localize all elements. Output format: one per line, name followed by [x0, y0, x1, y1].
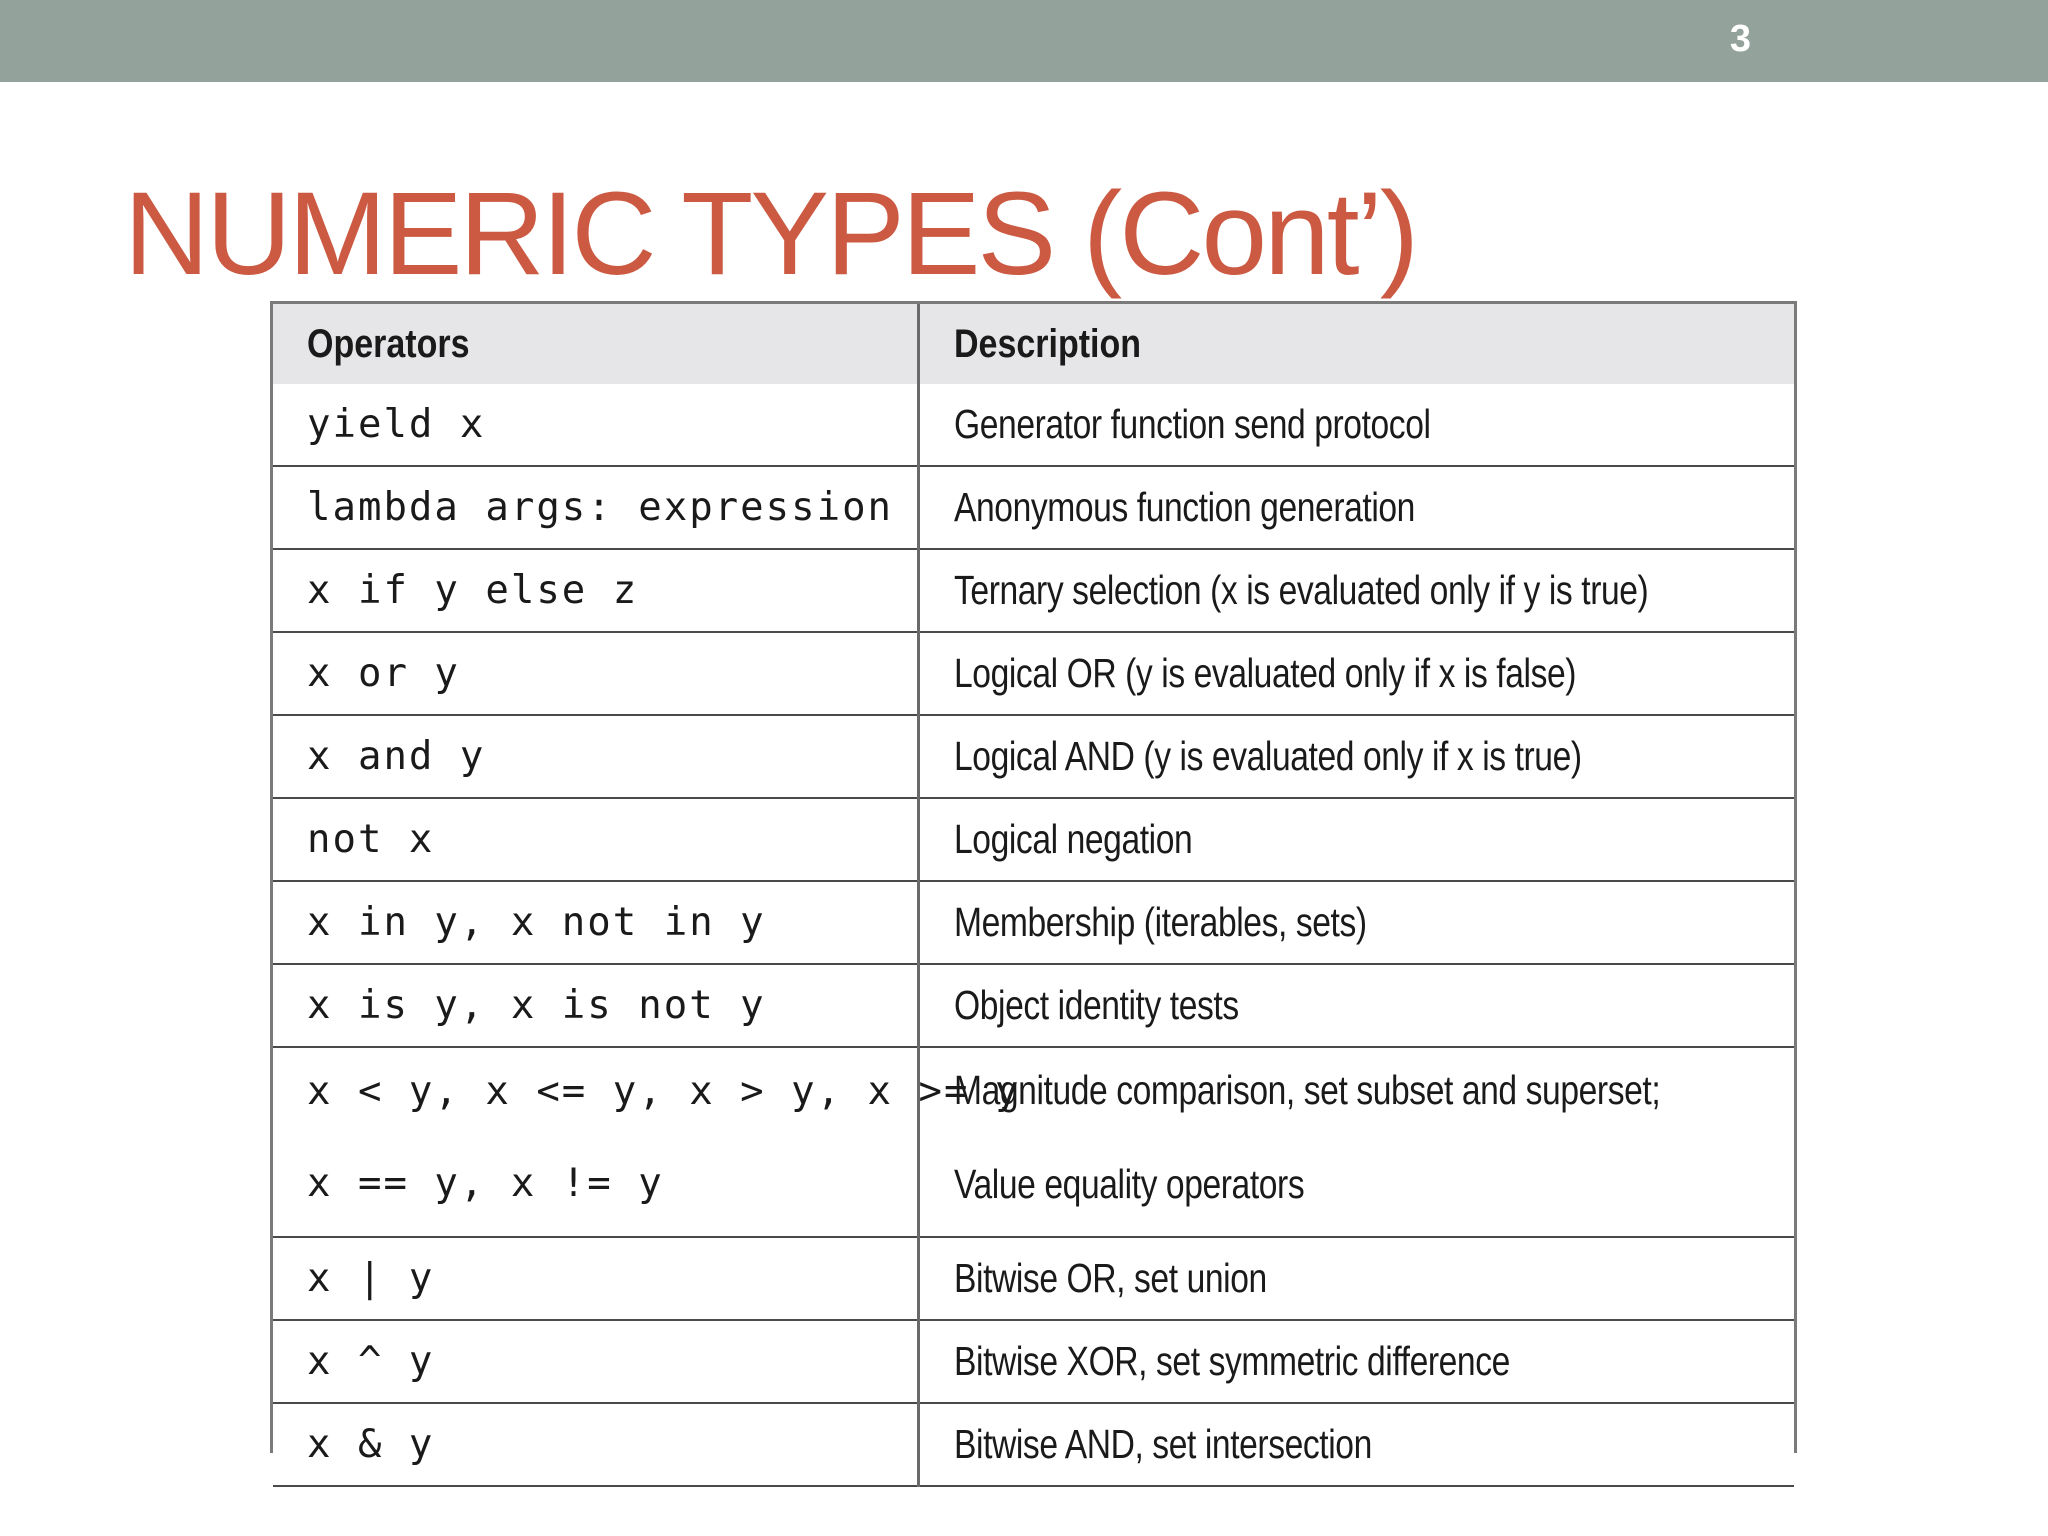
description-cell	[918, 964, 1794, 1047]
description-cell	[918, 798, 1794, 881]
operator-cell	[273, 798, 918, 881]
operator-code: x in y, x not in y	[307, 900, 766, 945]
operator-cell	[273, 384, 918, 466]
operator-code-secondary: x == y, x != y	[307, 1161, 664, 1206]
operator-description: Bitwise OR, set union	[953, 1255, 1267, 1301]
table-row	[273, 1403, 1794, 1486]
description-cell	[918, 1403, 1794, 1486]
top-banner	[0, 0, 2048, 82]
operator-cell	[273, 881, 918, 964]
operator-code: yield x	[307, 402, 486, 447]
operator-description: Anonymous function generation	[953, 484, 1415, 530]
operator-cell	[273, 1047, 1021, 1237]
header-operators-label: Operators	[307, 321, 470, 366]
table-row	[273, 881, 1794, 964]
description-cell	[918, 466, 1794, 549]
table-row	[273, 1047, 1794, 1237]
operator-description: Logical OR (y is evaluated only if x is false)	[953, 650, 1576, 696]
table-header-row	[273, 304, 1794, 384]
operator-cell	[273, 549, 918, 632]
slide-number: 3	[1729, 18, 1751, 60]
operator-description: Logical negation	[953, 816, 1192, 862]
slide-title: NUMERIC TYPES (Cont’)	[124, 168, 1417, 300]
operator-description: Generator function send protocol	[953, 401, 1431, 447]
operator-code: x is y, x is not y	[307, 983, 766, 1028]
table-row	[273, 1237, 1794, 1320]
header-description-label: Description	[953, 321, 1141, 366]
description-cell	[918, 715, 1794, 798]
description-cell	[918, 1047, 1794, 1237]
operators-table	[273, 304, 1794, 1487]
operator-cell	[273, 466, 918, 549]
operator-code: x if y else z	[307, 568, 639, 613]
table-row	[273, 798, 1794, 881]
operator-cell	[273, 1403, 918, 1486]
operator-description: Logical AND (y is evaluated only if x is true)	[953, 733, 1582, 779]
table-row	[273, 1320, 1794, 1403]
description-cell	[918, 1237, 1794, 1320]
operator-cell	[273, 632, 918, 715]
operator-code: lambda args: expression	[307, 485, 894, 530]
operator-description: Membership (iterables, sets)	[953, 899, 1367, 945]
table-row	[273, 549, 1794, 632]
description-cell	[918, 1320, 1794, 1403]
table-row	[273, 466, 1794, 549]
description-cell	[918, 384, 1794, 466]
operator-cell	[273, 715, 918, 798]
operator-description: Object identity tests	[953, 982, 1239, 1028]
operator-code: x or y	[307, 651, 460, 696]
description-cell	[918, 632, 1794, 715]
table-row	[273, 632, 1794, 715]
operator-code: x & y	[307, 1422, 435, 1467]
header-description	[918, 304, 1794, 384]
operator-cell	[273, 1237, 918, 1320]
operator-code: not x	[307, 817, 435, 862]
description-cell	[918, 549, 1794, 632]
header-operators	[273, 304, 918, 384]
operator-cell	[273, 1320, 918, 1403]
operator-description-secondary: Value equality operators	[953, 1161, 1304, 1207]
operator-cell	[273, 964, 918, 1047]
table-row	[273, 964, 1794, 1047]
table-row	[273, 384, 1794, 466]
operator-code: x | y	[307, 1256, 435, 1301]
operator-code: x and y	[307, 734, 486, 779]
operator-description: Ternary selection (x is evaluated only if y is true)	[953, 567, 1648, 613]
operator-description: Bitwise XOR, set symmetric difference	[953, 1338, 1510, 1384]
operators-table-frame	[270, 301, 1797, 1467]
table-row	[273, 715, 1794, 798]
operator-description: Bitwise AND, set intersection	[953, 1421, 1372, 1467]
operator-description: Magnitude comparison, set subset and superset;	[953, 1067, 1660, 1113]
operator-code: x ^ y	[307, 1339, 435, 1384]
operator-code: x < y, x <= y, x > y, x >= y	[307, 1069, 1021, 1114]
description-cell	[918, 881, 1794, 964]
